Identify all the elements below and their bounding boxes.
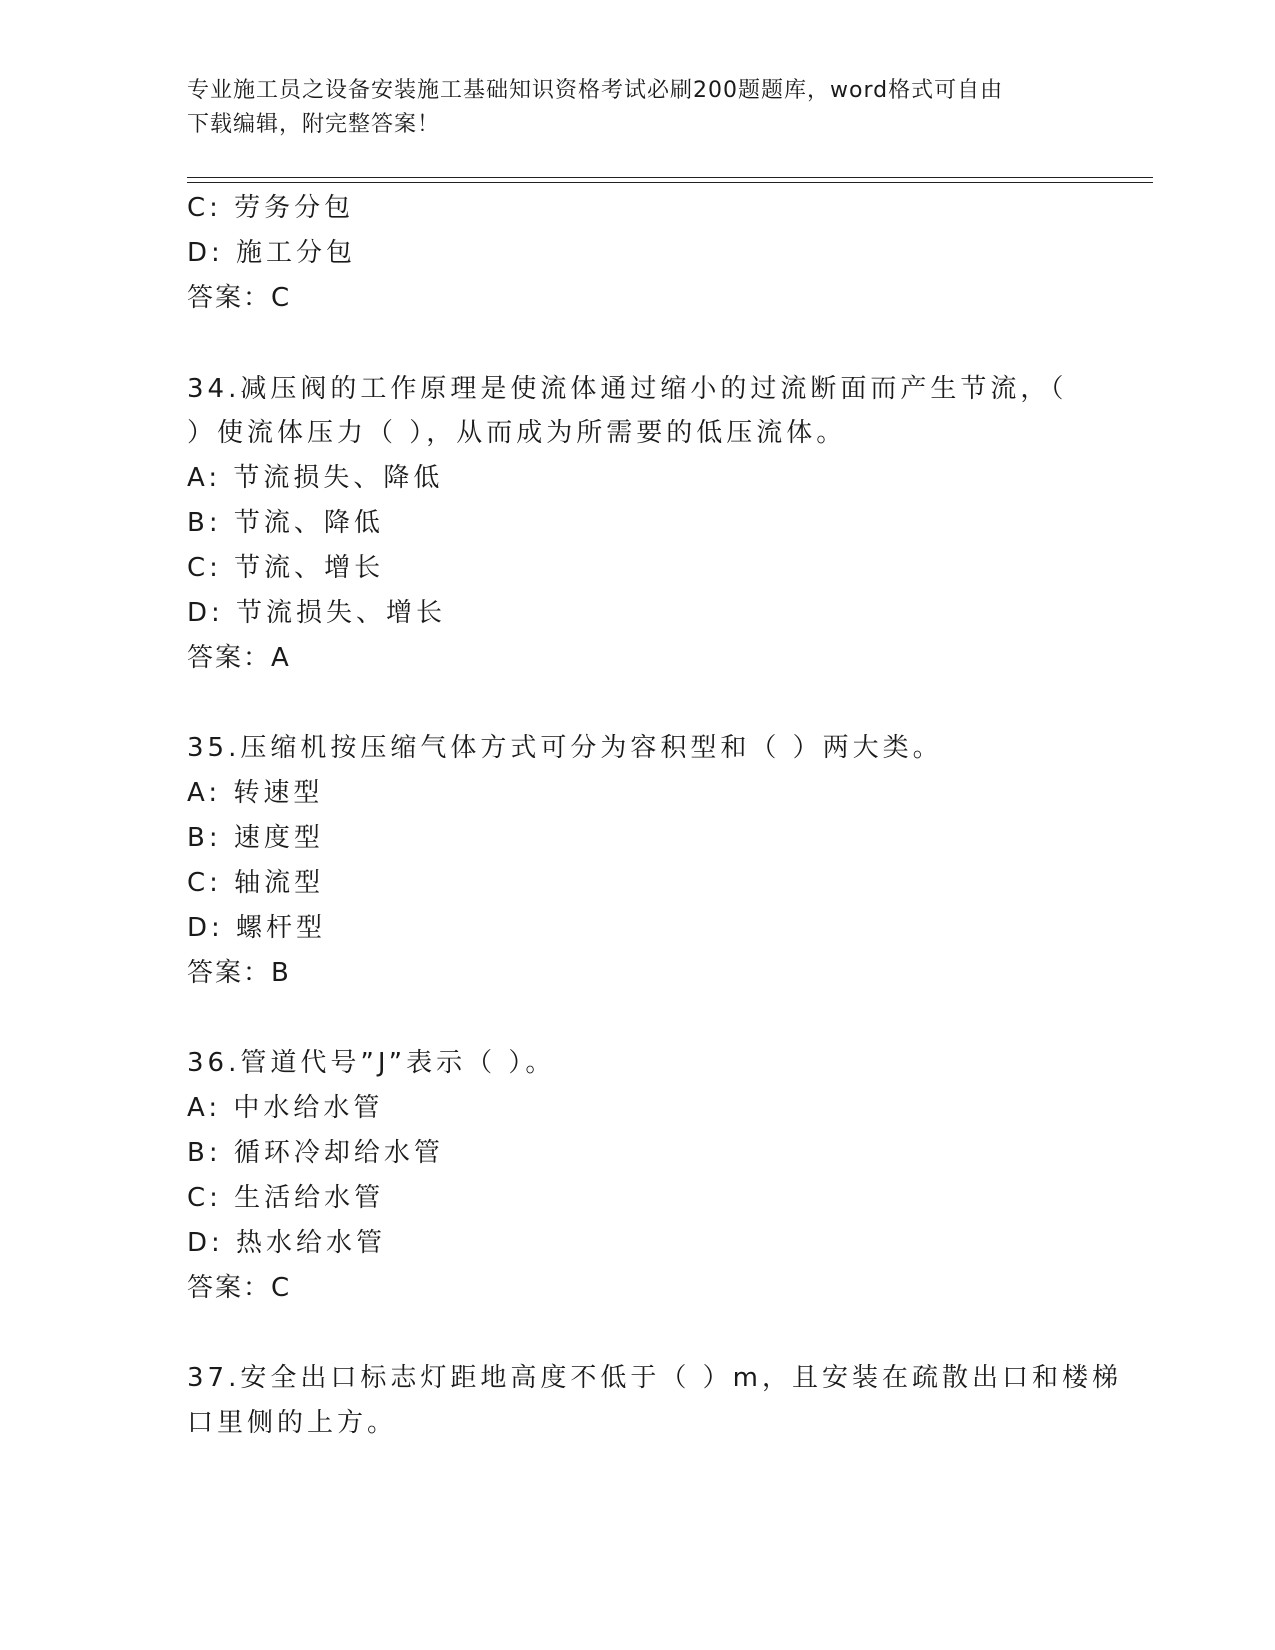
q35-option-d: D: 螺杆型 bbox=[187, 913, 327, 943]
q36-stem-line-1: 36.管道代号”J”表示（ ）。 bbox=[187, 1048, 556, 1078]
q33-option-c: C: 劳务分包 bbox=[187, 193, 355, 223]
header-divider-top bbox=[187, 177, 1153, 178]
header-divider-bottom bbox=[187, 182, 1153, 183]
q36-option-a: A: 中水给水管 bbox=[187, 1093, 384, 1123]
q34-option-c: C: 节流、增长 bbox=[187, 553, 385, 583]
q34-stem-line-2: ）使流体压力（ ），从而成为所需要的低压流体。 bbox=[187, 418, 847, 448]
q34-stem-line-1: 34.减压阀的工作原理是使流体通过缩小的过流断面而产生节流，（ bbox=[187, 374, 1068, 404]
header-line-2: 下载编辑，附完整答案！ bbox=[187, 112, 441, 137]
q34-answer: 答案：A bbox=[187, 643, 291, 673]
q36-option-b: B: 循环冷却给水管 bbox=[187, 1138, 444, 1168]
q35-option-c: C: 轴流型 bbox=[187, 868, 325, 898]
q33-option-d: D: 施工分包 bbox=[187, 238, 357, 268]
q35-option-b: B: 速度型 bbox=[187, 823, 324, 853]
q33-answer: 答案：C bbox=[187, 283, 292, 313]
q36-option-d: D: 热水给水管 bbox=[187, 1228, 387, 1258]
page-header bbox=[187, 74, 1087, 142]
q35-stem-line-1: 35.压缩机按压缩气体方式可分为容积型和（ ）两大类。 bbox=[187, 733, 943, 763]
q37-stem-line-2: 口里侧的上方。 bbox=[187, 1408, 398, 1438]
q35-option-a: A: 转速型 bbox=[187, 778, 324, 808]
q36-option-c: C: 生活给水管 bbox=[187, 1183, 385, 1213]
q37-stem-line-1: 37.安全出口标志灯距地高度不低于（ ）m，且安装在疏散出口和楼梯 bbox=[187, 1363, 1122, 1393]
q34-option-a: A: 节流损失、降低 bbox=[187, 463, 444, 493]
q35-answer: 答案：B bbox=[187, 958, 291, 988]
q34-option-d: D: 节流损失、增长 bbox=[187, 598, 447, 628]
q36-answer: 答案：C bbox=[187, 1273, 292, 1303]
header-line-1: 专业施工员之设备安装施工基础知识资格考试必刷200题题库，word格式可自由 bbox=[187, 78, 1004, 103]
q34-option-b: B: 节流、降低 bbox=[187, 508, 384, 538]
